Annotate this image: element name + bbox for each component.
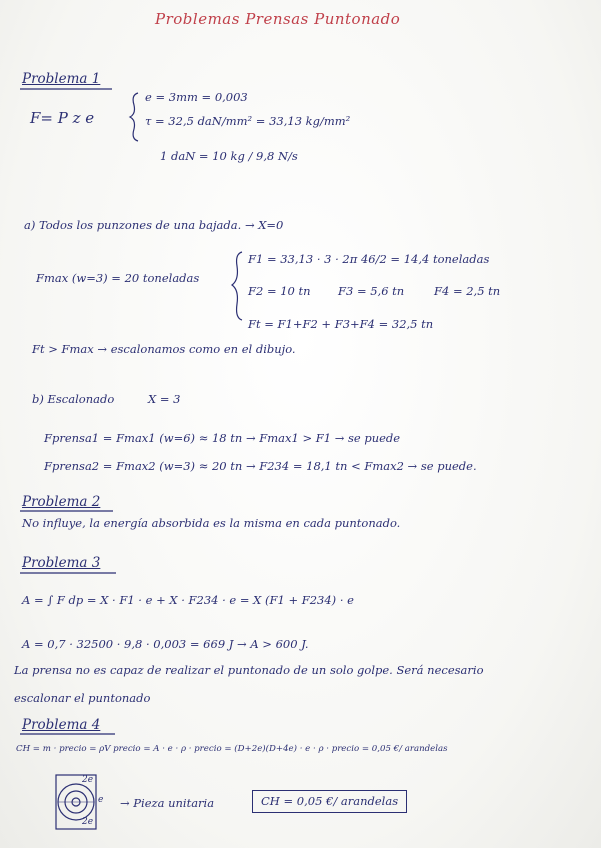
work-calculation: A = 0,7 · 32500 · 9,8 · 0,003 = 669 J → A > 600 J. <box>22 637 309 651</box>
problem-3-conclusion-line-2: escalonar el puntonado <box>14 691 151 705</box>
shear-stress-value: τ = 32,5 daN/mm² = 33,13 kg/mm² <box>145 114 351 128</box>
figure-label-right: e <box>98 795 104 805</box>
problem-1-formula: F= P z e <box>30 109 95 127</box>
page-title: Problemas Prensas Puntonado <box>155 10 401 28</box>
part-a-conclusion: Ft > Fmax → escalonamos como en el dibujo. <box>32 342 296 356</box>
problem-1-heading: Problema 1 <box>22 71 101 87</box>
part-b-press-2: Fprensa2 = Fmax2 (w=3) ≈ 20 tn → F234 = 18,1 tn < Fmax2 → se puede. <box>44 459 477 473</box>
unit-conversion: 1 daN = 10 kg / 9,8 N/s <box>160 149 298 163</box>
force-f4: F4 = 2,5 tn <box>434 284 501 298</box>
problem-4-heading: Problema 4 <box>22 717 101 733</box>
cost-equation: CH = m · precio = ρV precio = A · e · ρ · precio = (D+2e)(D+4e) · e · ρ · precio = 0,05 €/ arandelas <box>16 744 448 754</box>
problem-2-answer: No influye, la energía absorbida es la misma en cada puntonado. <box>22 516 401 530</box>
part-b-label: b) Escalonado <box>32 392 115 406</box>
part-b-press-1: Fprensa1 = Fmax1 (w=6) ≈ 18 tn → Fmax1 > F1 → se puede <box>44 431 401 445</box>
thickness-value: e = 3mm = 0,003 <box>145 90 248 104</box>
figure-label-top: 2e <box>82 775 94 785</box>
figure-label-bottom: 2e <box>82 817 94 827</box>
work-equation: A = ∫ F dp = X · F1 · e + X · F234 · e = X (F1 + F234) · e <box>22 593 354 607</box>
force-f2: F2 = 10 tn <box>248 284 311 298</box>
final-answer-box: CH = 0,05 €/ arandelas <box>252 790 407 813</box>
problem-3-conclusion-line-1: La prensa no es capaz de realizar el puntonado de un solo golpe. Será necesario <box>14 663 484 677</box>
total-force: Ft = F1+F2 + F3+F4 = 32,5 tn <box>248 317 434 331</box>
problem-3-heading: Problema 3 <box>22 555 101 571</box>
force-f3: F3 = 5,6 tn <box>338 284 405 298</box>
max-force: Fmax (w=3) = 20 toneladas <box>36 271 200 285</box>
problem-2-heading: Problema 2 <box>22 494 101 510</box>
unit-piece-label: → Pieza unitaria <box>120 796 215 810</box>
force-f1: F1 = 33,13 · 3 · 2π 46/2 = 14,4 toneladas <box>248 252 490 266</box>
part-b-x: X = 3 <box>148 392 181 406</box>
part-a-statement: a) Todos los punzones de una bajada. → X=0 <box>24 218 284 232</box>
